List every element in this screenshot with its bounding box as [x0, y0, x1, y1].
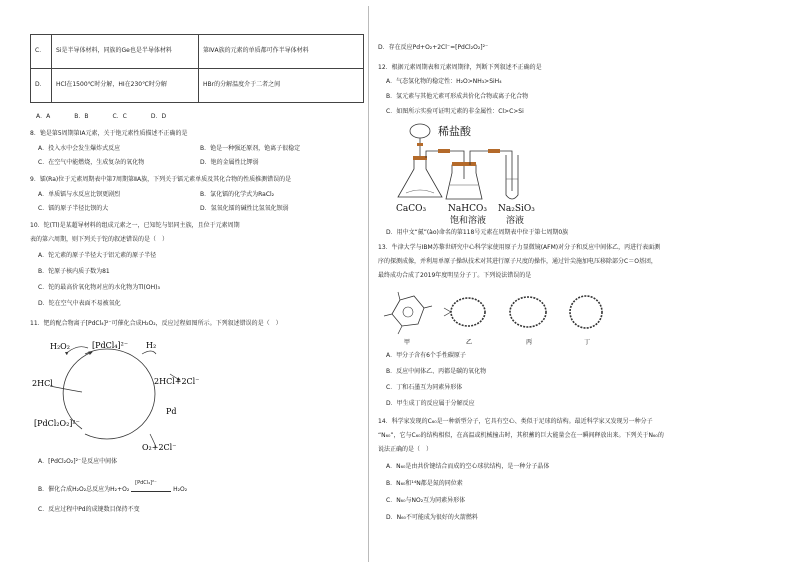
table-row: [31, 69, 364, 103]
q14-option-c: C．N₆₀与NO₂互为同素异形体: [386, 497, 466, 504]
row-fact: HCl在1500℃时分解，HI在230℃时分解: [52, 69, 199, 103]
label-yi: 乙: [466, 339, 473, 346]
q10-option-d: D．铊在空气中表面不易被氧化: [38, 300, 121, 307]
q13-option-c: C．丁和石墨互为同素异形体: [386, 384, 463, 391]
row-label: D．: [31, 69, 52, 103]
q12-stem: 12．根据元素周期表和元素周期律，判断下列叙述不正确的是: [378, 64, 542, 71]
label-nahco3-solution: 饱和溶液: [450, 216, 487, 225]
row-fact: Si是半导体材料，同族的Ge也是半导体材料: [52, 35, 199, 69]
wash-bottle-stopper: [452, 162, 476, 166]
conical-flask: [398, 159, 442, 197]
q8-option-d: D．铯的金属性比钾弱: [200, 159, 259, 166]
q9-stem: 9．镭(Ra)位于元素周期表中第7周期第ⅡA族，下列关于镭元素单质及其化合物的性质推测错误的是: [30, 176, 292, 183]
q9-option-c: C．镭的原子半径比钡的大: [38, 205, 109, 212]
q11-option-a: A．[PdCl₂O₂]²⁻是反应中间体: [38, 458, 118, 465]
q12-option-a: A．气态氢化物的稳定性：H₂O>NH₃>SiH₄: [386, 78, 502, 85]
row-label: C．: [31, 35, 52, 69]
q11-option-c: C．反应过程中Pd的成键数目保持不变: [38, 506, 140, 513]
label-h2: H₂: [146, 341, 157, 350]
q14-stem-line2: “N₆₀”，它与C₆₀的结构相似，在高温或机械撞击时，其积蓄的巨大能量会在一瞬间释放出来。下列关于N₆₀的: [378, 432, 664, 439]
q11-stem: 11．钯的配合物离子[PdCl₄]²⁻可催化合成H₂O₂，反应过程如图所示。下列叙述错误的是（ ）: [30, 320, 282, 327]
catalyst-arrow: [131, 479, 171, 492]
q13-option-a: A．甲分子含有6个手性碳原子: [386, 352, 466, 359]
label-2hcl-2cl: 2HCl+2Cl⁻: [154, 377, 200, 386]
q9-option-d: D．氢氧化镭的碱性比氢氧化钡弱: [200, 205, 289, 212]
q14-option-d: D．N₆₀不可能成为很好的火箭燃料: [386, 514, 478, 521]
label-o2-2cl: O₂+2Cl⁻: [142, 443, 177, 452]
flask-stopper: [413, 156, 427, 160]
q13-stem-line1: 13．牛津大学与IBM苏黎世研究中心科学家使用原子力显微镜(AFM)对分子和反应中间体乙，丙进行表面测: [378, 244, 661, 251]
q14-option-b: B．N₆₀和¹⁴N都是氮的同位素: [386, 480, 463, 487]
table-row: [31, 35, 364, 69]
label-acid: 稀盐酸: [438, 125, 471, 138]
label-nahco3: NaHCO₃: [448, 204, 487, 214]
tube-joint-1: [438, 149, 450, 153]
q8-option-b: B．铯是一种强还原剂，铯离子很稳定: [200, 145, 301, 152]
molecule-jia: [384, 292, 432, 334]
q8-option-a: A．投入水中会发生爆炸式反应: [38, 145, 121, 152]
label-na2sio3: Na₂SiO₃: [498, 204, 535, 214]
tube-joint-2: [488, 149, 500, 153]
label-na2sio3-solution: 溶液: [506, 216, 525, 225]
row-inference: 第ⅣA族的元素的单质都可作半导体材料: [199, 35, 364, 69]
q12-option-c: C．如图所示实验可证明元素的非金属性：Cl>C>Si: [386, 108, 524, 115]
label-caco3: CaCO₃: [396, 204, 427, 214]
cycle-arc-right: [85, 349, 155, 439]
arrow-h2o2-out: [68, 347, 88, 352]
flask-solid: [406, 190, 434, 193]
q14-option-a: A．N₆₀是由共价键结合而成的空心球状结构，是一种分子晶体: [386, 463, 550, 470]
column-divider: [368, 6, 369, 562]
label-pdcl2o2: [PdCl₂O₂]²⁻: [34, 419, 80, 428]
molecule-ding: [570, 296, 602, 328]
q9-option-b: B．氯化镭的化学式为RaCl₂: [200, 191, 275, 198]
q11-option-b: [38, 479, 188, 494]
label-pd: Pd: [166, 407, 177, 416]
q10-option-a: A．铊元素的原子半径大于铝元素的原子半径: [38, 252, 157, 259]
molecule-yi: [444, 298, 485, 326]
arrow-hcl-in: [50, 386, 82, 392]
q10-stem-line1: 10．铊(Tl)是某超导材料的组成元素之一，已知铊与铝同主族，且位于元素周期: [30, 222, 240, 229]
q12-option-d: D．用中文“鿫”(ào)命名的第118号元素在周期表中位于第七周期0族: [386, 229, 569, 236]
label-pdcl4: [PdCl₄]²⁻: [92, 341, 129, 350]
label-h2o2: H₂O₂: [50, 342, 70, 351]
q10-stem-line2: 表的第六周期，则下列关于铊的叙述错误的是（ ）: [30, 236, 169, 243]
q7-choices: A．A B．B C．C D．D: [36, 113, 167, 120]
q14-stem-line3: 说法正确的是（ ）: [378, 446, 433, 453]
q13-option-d: D．甲生成丁的反应属于分解反应: [386, 400, 475, 407]
q13-stem-line2: 序的探测成像，并利用单原子操纵技术对其进行原子尺度的操作，通过针尖施加电压移除部分C＝O基团，: [378, 258, 657, 265]
q11-option-b-text: B．催化合成H₂O₂总反应为H₂+O₂: [38, 486, 130, 493]
row-inference: HBr的分解温度介于二者之间: [199, 69, 364, 103]
q13-stem-line3: 最终成功合成了2019年度明星分子丁。下列说法错误的是: [378, 272, 532, 279]
catalytic-cycle-diagram: [30, 334, 210, 452]
separatory-funnel: [410, 124, 430, 138]
q12-option-b: B．氢元素与其他元素可形成共价化合物或离子化合物: [386, 93, 529, 100]
molecule-figures: [378, 286, 618, 346]
q13-option-b: B．反应中间体乙、丙都是碳的氧化物: [386, 368, 487, 375]
label-jia: 甲: [404, 339, 411, 346]
q11-option-b-product: H₂O₂: [173, 486, 188, 493]
arrow-h2-in: [142, 351, 156, 354]
label-ding: 丁: [584, 339, 591, 346]
q9-option-a: A．单质镭与水反应比钡更剧烈: [38, 191, 121, 198]
q11-option-d: D．存在反应Pd+O₂+2Cl⁻=[PdCl₂O₂]²⁻: [378, 44, 489, 51]
reaction-arrow-line: [131, 491, 171, 492]
q10-option-c: C．铊的最高价氧化物对应的水化物为Tl(OH)₃: [38, 284, 160, 291]
q14-stem-line1: 14．科学家发现的C₆₀是一种新型分子，它具有空心、类似于足球的结构。最近科学家又发现另一种分子: [378, 418, 653, 425]
q8-option-c: C．在空气中能燃烧，生成复杂的氧化物: [38, 159, 145, 166]
q8-stem: 8．铯是第5周期第ⅠA元素，关于铯元素性质描述不正确的是: [30, 130, 188, 137]
catalyst-label: [PdCl₄]²⁻: [135, 479, 157, 486]
q7-options-table: [30, 34, 364, 103]
cycle-arc-left: [63, 352, 92, 429]
apparatus-figure: [394, 121, 564, 225]
q10-option-b: B．铊原子核内质子数为81: [38, 268, 110, 275]
molecule-bing: [510, 297, 546, 327]
label-bing: 丙: [526, 339, 533, 346]
stopcock: [417, 143, 423, 146]
label-2hcl: 2HCl: [32, 379, 53, 388]
